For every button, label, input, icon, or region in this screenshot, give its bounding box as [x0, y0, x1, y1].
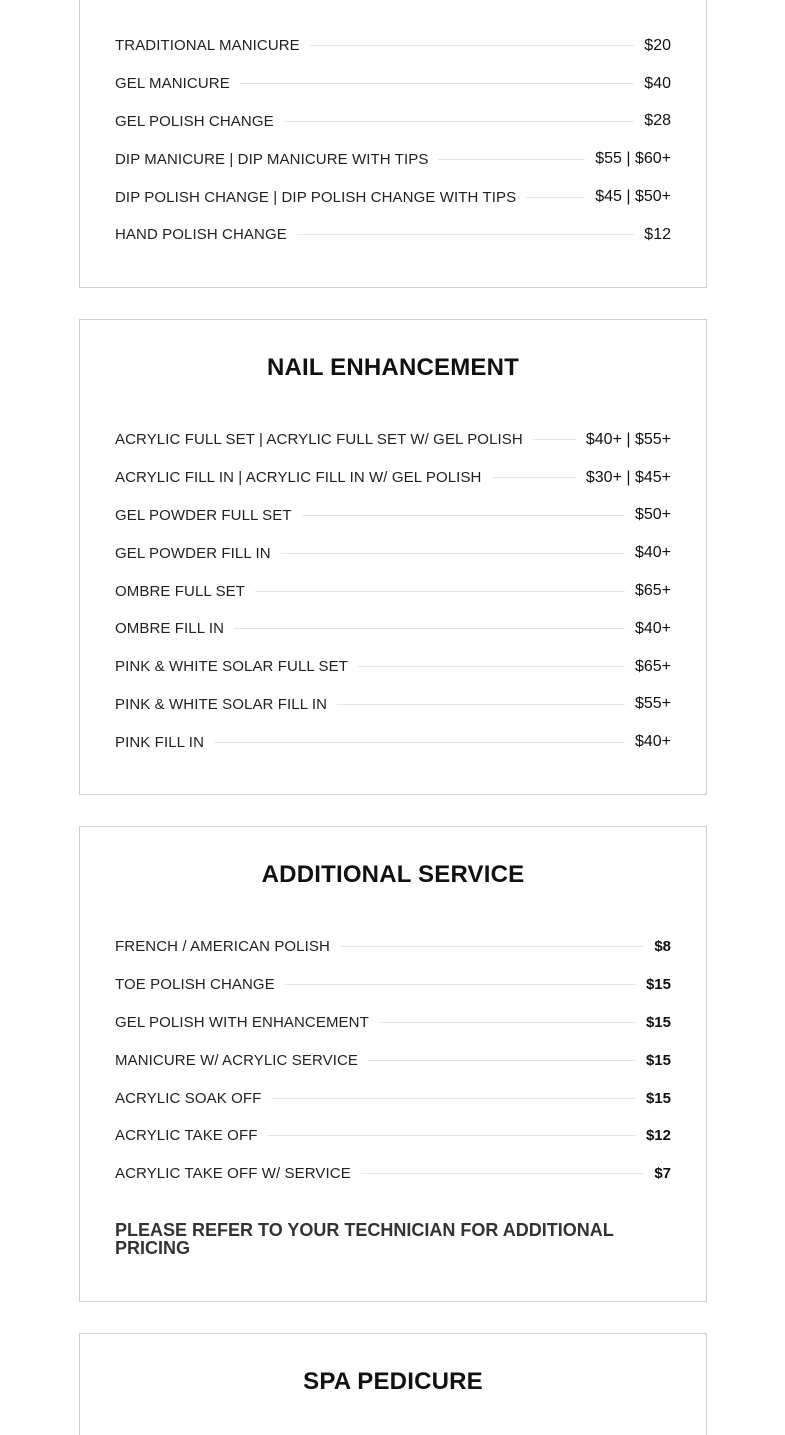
dotted-leader [240, 83, 634, 84]
dotted-leader [267, 1135, 636, 1136]
section-title: NAIL ENHANCEMENT [266, 354, 520, 381]
price-row [115, 928, 671, 966]
service-name: GEL POWDER FULL SET [115, 506, 292, 524]
price-row [115, 1004, 671, 1042]
dotted-leader [533, 439, 576, 440]
price-row [115, 459, 671, 497]
price-row [115, 686, 671, 724]
service-price: $28 [644, 112, 671, 130]
price-row [115, 103, 671, 141]
service-price: $40+ [634, 733, 671, 751]
service-price: $15 [645, 1013, 671, 1031]
service-price: $40+ | $55+ [585, 430, 671, 448]
price-row [115, 27, 671, 65]
service-name: OMBRE FILL IN [115, 620, 225, 638]
dotted-leader [281, 553, 625, 554]
price-row [115, 1117, 671, 1155]
service-price: $40+ [634, 544, 671, 562]
section-title: ADDITIONAL SERVICE [261, 861, 525, 888]
service-price: $12 [644, 225, 671, 243]
price-row [115, 610, 671, 648]
price-row [115, 572, 671, 610]
service-name: ACRYLIC SOAK OFF [115, 1089, 262, 1107]
service-price: $55 | $60+ [595, 150, 671, 168]
dotted-leader [214, 742, 625, 743]
service-name: GEL POLISH CHANGE [115, 112, 274, 130]
service-price: $30+ | $45+ [585, 468, 671, 486]
service-price: $15 [645, 1051, 671, 1069]
service-price: $55+ [634, 695, 671, 713]
dotted-leader [358, 666, 625, 667]
service-name: ACRYLIC TAKE OFF [115, 1127, 258, 1145]
service-price: $12 [645, 1127, 671, 1145]
dotted-leader [234, 628, 625, 629]
price-row [115, 140, 671, 178]
service-name: GEL MANICURE [115, 75, 230, 93]
service-price: $45 | $50+ [595, 188, 671, 206]
dotted-leader [340, 946, 644, 947]
price-row [115, 497, 671, 535]
service-name: DIP POLISH CHANGE | DIP POLISH CHANGE WITH TIPS [115, 188, 517, 206]
service-price: $8 [654, 938, 671, 956]
service-name: HAND POLISH CHANGE [115, 226, 287, 244]
dotted-leader [271, 1098, 636, 1099]
service-price: $15 [645, 1089, 671, 1107]
service-price: $50+ [634, 506, 671, 524]
service-name: PINK FILL IN [115, 733, 205, 751]
service-price: $40+ [634, 619, 671, 637]
service-name: TOE POLISH CHANGE [115, 976, 275, 994]
price-row [115, 966, 671, 1004]
service-price: $7 [654, 1165, 671, 1183]
service-name: ACRYLIC FULL SET | ACRYLIC FULL SET W/ GEL POLISH [115, 431, 523, 449]
price-row [115, 1041, 671, 1079]
dotted-leader [492, 477, 576, 478]
price-row [115, 1079, 671, 1117]
dotted-leader [297, 234, 634, 235]
spa-pedicure-panel [79, 1333, 707, 1435]
dotted-leader [302, 515, 625, 516]
service-name: GEL POWDER FILL IN [115, 544, 271, 562]
additional-service-panel [79, 826, 707, 1302]
service-price: $40 [644, 74, 671, 92]
enhancement-price-list [115, 421, 671, 761]
service-name: MANICURE W/ ACRYLIC SERVICE [115, 1051, 359, 1069]
dotted-leader [284, 121, 635, 122]
service-name: PINK & WHITE SOLAR FILL IN [115, 695, 328, 713]
price-row [115, 65, 671, 103]
service-price: $65+ [634, 582, 671, 600]
dotted-leader [285, 984, 636, 985]
dotted-leader [337, 704, 625, 705]
service-name: ACRYLIC FILL IN | ACRYLIC FILL IN W/ GEL POLISH [115, 469, 482, 487]
price-row [115, 421, 671, 459]
dotted-leader [310, 45, 635, 46]
price-row [115, 648, 671, 686]
dotted-leader [368, 1060, 636, 1061]
additional-pricing-note: PLEASE REFER TO YOUR TECHNICIAN FOR ADDITIONAL PRICING [115, 1220, 614, 1258]
price-row [115, 723, 671, 761]
price-row [115, 534, 671, 572]
service-name: ACRYLIC TAKE OFF W/ SERVICE [115, 1165, 351, 1183]
additional-price-list [115, 928, 671, 1193]
price-row [115, 178, 671, 216]
service-name: GEL POLISH WITH ENHANCEMENT [115, 1013, 369, 1031]
section-title: SPA PEDICURE [303, 1368, 483, 1395]
price-row [115, 1155, 671, 1193]
dotted-leader [379, 1022, 636, 1023]
service-name: DIP MANICURE | DIP MANICURE WITH TIPS [115, 150, 429, 168]
nail-enhancement-panel [79, 319, 707, 795]
service-name: FRENCH / AMERICAN POLISH [115, 938, 330, 956]
dotted-leader [438, 159, 585, 160]
service-price: $65+ [634, 657, 671, 675]
service-name: TRADITIONAL MANICURE [115, 37, 300, 55]
service-price: $15 [645, 976, 671, 994]
service-price: $20 [644, 36, 671, 54]
manicure-panel [79, 0, 707, 288]
service-name: PINK & WHITE SOLAR FULL SET [115, 658, 349, 676]
price-row [115, 216, 671, 254]
dotted-leader [255, 591, 625, 592]
manicure-price-list [115, 27, 671, 254]
dotted-leader [361, 1173, 645, 1174]
service-name: OMBRE FULL SET [115, 582, 246, 600]
dotted-leader [526, 197, 585, 198]
